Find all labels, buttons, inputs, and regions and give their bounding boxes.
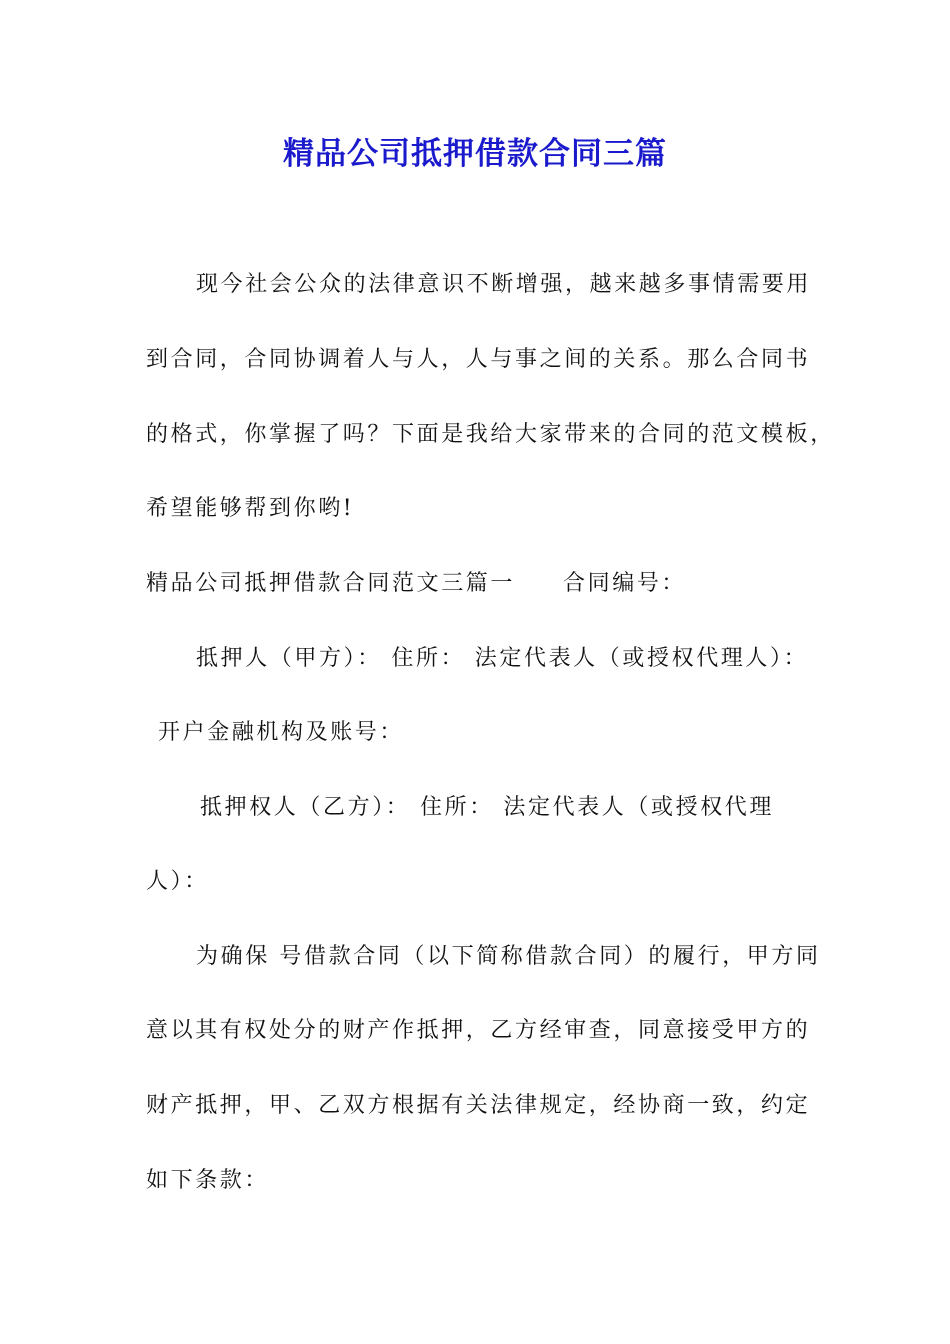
- clause-line-4: 如下条款：: [146, 1168, 270, 1193]
- clause-line-1: 为确保 号借款合同（以下简称借款合同）的履行，甲方同: [196, 944, 821, 969]
- clause-line-2: 意以其有权处分的财产作抵押，乙方经审查，同意接受甲方的: [146, 1018, 811, 1043]
- document-title: 精品公司抵押借款合同三篇: [283, 136, 667, 172]
- section-heading-title: 精品公司抵押借款合同范文三篇一: [146, 571, 516, 596]
- intro-line-1: 现今社会公众的法律意识不断增强，越来越多事情需要用: [196, 272, 812, 297]
- mortgagee-line-2: 人）：: [146, 869, 209, 894]
- mortgagor-line-1: 抵押人（甲方）： 住所： 法定代表人（或授权代理人）：: [196, 646, 809, 671]
- contract-number-label: 合同编号：: [563, 571, 687, 596]
- section-heading: [146, 569, 686, 599]
- mortgagee-line-1: 抵押权人（乙方）： 住所： 法定代表人（或授权代理: [200, 795, 774, 820]
- mortgagor-line-2: 开户金融机构及账号：: [158, 720, 405, 745]
- intro-line-3: 的格式，你掌握了吗？下面是我给大家带来的合同的范文模板，: [146, 422, 835, 447]
- intro-line-2: 到合同，合同协调着人与人，人与事之间的关系。那么合同书: [146, 347, 811, 372]
- intro-line-4: 希望能够帮到你哟!: [146, 496, 355, 521]
- clause-line-3: 财产抵押，甲、乙双方根据有关法律规定，经协商一致，约定: [146, 1093, 811, 1118]
